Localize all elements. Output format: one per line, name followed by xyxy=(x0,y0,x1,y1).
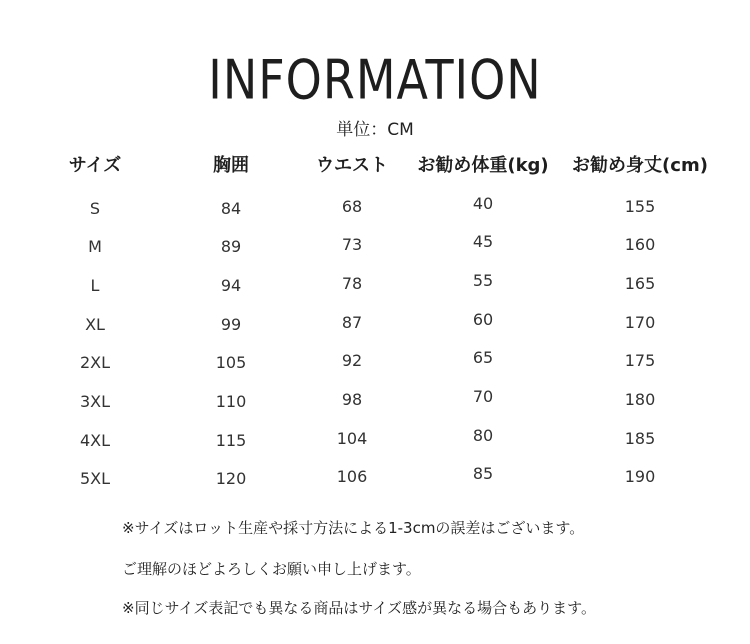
cell-chest: 120 xyxy=(215,469,247,488)
cell-chest: 89 xyxy=(220,237,242,256)
header-length: お勧め身丈(cm) xyxy=(572,155,708,176)
cell-length: 180 xyxy=(624,390,656,409)
header-weight: お勧め体重(kg) xyxy=(417,155,549,176)
cell-length: 185 xyxy=(624,429,656,448)
cell-weight: 65 xyxy=(472,348,494,367)
cell-size: XL xyxy=(85,315,105,334)
cell-weight: 60 xyxy=(472,310,494,329)
header-waist: ウエスト xyxy=(316,155,388,176)
header-size: サイズ xyxy=(68,155,122,176)
cell-waist: 68 xyxy=(341,197,363,216)
page-title: INFORMATION xyxy=(208,47,542,112)
cell-chest: 84 xyxy=(220,199,242,218)
cell-weight: 45 xyxy=(472,232,494,251)
header-chest: 胸囲 xyxy=(213,155,249,176)
cell-length: 170 xyxy=(624,313,656,332)
cell-weight: 40 xyxy=(472,194,494,213)
note-size-difference: ※同じサイズ表記でも異なる商品はサイズ感が異なる場合もあります。 xyxy=(122,599,596,617)
cell-chest: 94 xyxy=(220,276,242,295)
cell-weight: 70 xyxy=(472,387,494,406)
note-understanding: ご理解のほどよろしくお願い申し上げます。 xyxy=(122,560,421,578)
cell-size: S xyxy=(89,199,101,218)
cell-waist: 78 xyxy=(341,274,363,293)
cell-chest: 115 xyxy=(215,431,247,450)
cell-length: 160 xyxy=(624,235,656,254)
unit-label: 単位：CM xyxy=(336,120,414,140)
cell-waist: 104 xyxy=(336,429,368,448)
cell-size: M xyxy=(88,237,102,256)
cell-weight: 55 xyxy=(472,271,494,290)
cell-waist: 98 xyxy=(341,390,363,409)
cell-length: 155 xyxy=(624,197,656,216)
cell-waist: 87 xyxy=(341,313,363,332)
note-error-margin: ※サイズはロット生産や採寸方法による1-3cmの誤差はございます。 xyxy=(122,519,585,537)
cell-waist: 92 xyxy=(341,351,363,370)
cell-waist: 73 xyxy=(341,235,363,254)
cell-size: 5XL xyxy=(79,469,111,488)
cell-waist: 106 xyxy=(336,467,368,486)
cell-length: 190 xyxy=(624,467,656,486)
cell-chest: 110 xyxy=(215,392,247,411)
cell-weight: 80 xyxy=(472,426,494,445)
cell-weight: 85 xyxy=(472,464,494,483)
cell-size: 4XL xyxy=(79,431,111,450)
cell-chest: 99 xyxy=(220,315,242,334)
cell-length: 165 xyxy=(624,274,656,293)
cell-chest: 105 xyxy=(215,353,247,372)
cell-size: 2XL xyxy=(79,353,111,372)
cell-size: 3XL xyxy=(79,392,111,411)
cell-size: L xyxy=(90,276,100,295)
cell-length: 175 xyxy=(624,351,656,370)
